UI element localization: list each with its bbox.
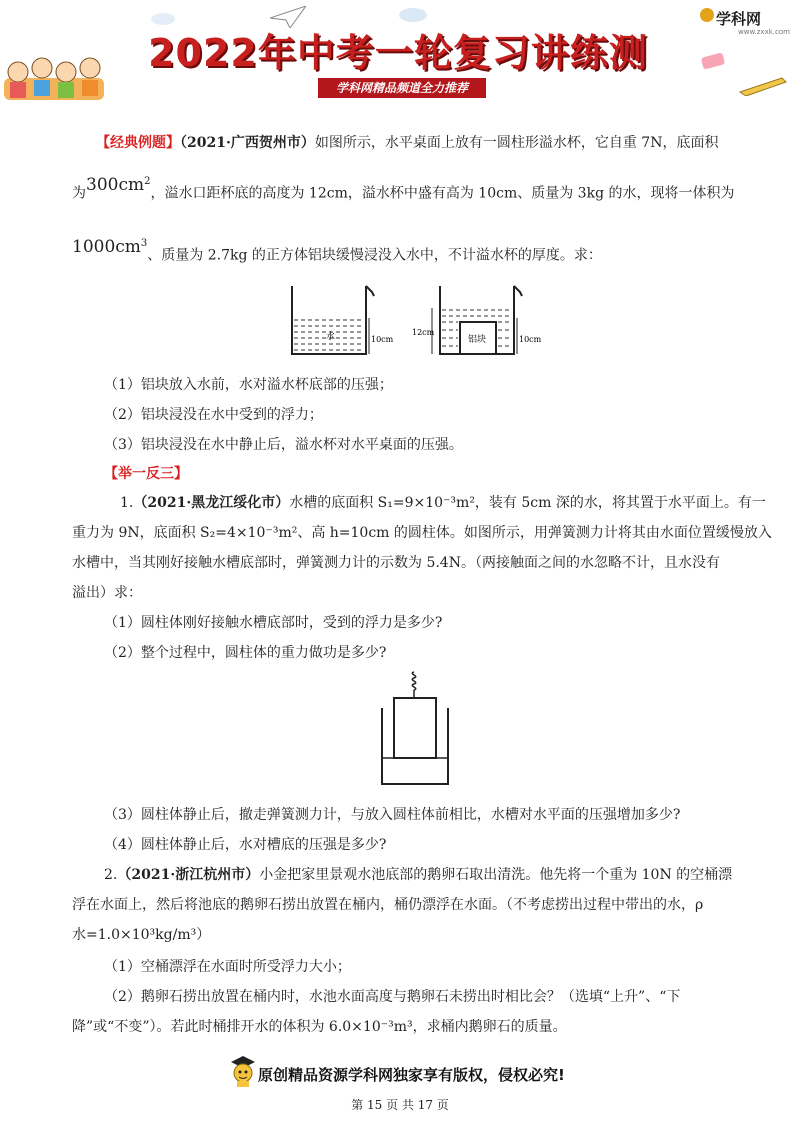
problem-1-question-3: （3）圆柱体静止后，撤走弹簧测力计，与放入圆柱体前相比，水槽对水平面的压强增加多少?: [104, 807, 681, 823]
example-text-1: 如图所示，水平桌面上放有一圆柱形溢水杯，它自重 7N，底面积: [314, 135, 719, 151]
problem-1-number: 1.: [120, 495, 134, 511]
problem-1-line-4: 溢出）求：: [72, 585, 142, 601]
pencil-icon: [738, 74, 788, 96]
example-line-2: 为$300cm^2$，溢水口距杯底的高度为 12cm，溢水杯中盛有高为 10cm、质量为 3kg 的水，现将一体积为: [72, 174, 735, 202]
page-subtitle: 学科网精品频道全力推荐: [318, 78, 486, 98]
problem-1-question-1: （1）圆柱体刚好接触水槽底部时，受到的浮力是多少?: [104, 615, 443, 631]
example-source: （2021·广西贺州市）: [180, 135, 315, 151]
aluminum-block-label: 铝块: [468, 335, 487, 345]
problem-2-line-3: 水=1.0×10³kg/m³）: [72, 927, 211, 943]
site-url: www.zxxk.com: [738, 28, 790, 36]
problem-2-number: 2.: [104, 867, 118, 883]
height-label-10cm-after: 10cm: [519, 335, 542, 344]
page-number: 第 15 页 共 17 页: [351, 1098, 449, 1112]
example-line-3: $1000cm^3$、质量为 2.7kg 的正方体铝块缓慢浸没入水中，不计溢水杯的厚度。求：: [72, 236, 602, 264]
eraser-icon: [700, 52, 726, 70]
example-text-2: ，溢水口距杯底的高度为 12cm，溢水杯中盛有高为 10cm、质量为 3kg 的水，现将一体积为: [150, 185, 735, 202]
cloud-icon: [398, 4, 428, 22]
example-text-3: 、质量为 2.7kg 的正方体铝块缓慢浸没入水中，不计溢水杯的厚度。求：: [147, 247, 602, 264]
example-question-3: （3）铝块浸没在水中静止后，溢水杯对水平桌面的压强。: [104, 437, 463, 453]
copyright-notice: 原创精品资源学科网独家享有版权，侵权必究!: [258, 1066, 565, 1084]
problem-1-source: （2021·黑龙江绥化市）: [133, 495, 290, 511]
problem-2-question-2: （2）鹅卵石捞出放置在桶内时，水池水面高度与鹅卵石未捞出时相比会？（选填“上升”、“下: [104, 989, 681, 1005]
volume-value: 1000cm: [72, 236, 141, 257]
practice-tag: 【举一反三】: [104, 466, 188, 482]
header-banner: [0, 0, 800, 112]
height-label-10cm: 10cm: [371, 335, 394, 344]
area-value: 300cm: [86, 174, 145, 195]
problem-1-line-1: 1.（2021·黑龙江绥化市）水槽的底面积 S₁=9×10⁻³m²，装有 5cm 深的水，将其置于水平面上。有一: [120, 495, 766, 511]
example-question-1: （1）铝块放入水前，水对溢水杯底部的压强；: [104, 377, 393, 393]
example-tag: 【经典例题】: [96, 135, 180, 151]
problem-2-question-1: （1）空桶漂浮在水面时所受浮力大小；: [104, 959, 351, 975]
water-label: 水: [326, 332, 336, 342]
problem-2-source: （2021·浙江杭州市）: [117, 867, 260, 883]
mascot-icon: [228, 1054, 258, 1088]
problem-1-question-4: （4）圆柱体静止后，水对槽底的压强是多少?: [104, 837, 387, 853]
logo-icon: [700, 8, 714, 22]
overflow-cup-figure-before: [282, 280, 400, 364]
page-title: 2022年中考一轮复习讲练测: [148, 31, 648, 75]
problem-2-line-1: 2.（2021·浙江杭州市）小金把家里景观水池底部的鹅卵石取出清洗。他先将一个重为 10N 的空桶漂: [104, 867, 733, 883]
water-tank-cylinder-figure: [372, 668, 462, 792]
height-label-12cm: 12cm: [412, 328, 435, 337]
problem-1-line-2: 重力为 9N，底面积 S₂=4×10⁻³m²、高 h=10cm 的圆柱体。如图所示，用弹簧测力计将其由水面位置缓慢放入: [72, 525, 772, 541]
example-question-2: （2）铝块浸没在水中受到的浮力；: [104, 407, 323, 423]
problem-1-question-2: （2）整个过程中，圆柱体的重力做功是多少?: [104, 645, 387, 661]
kids-illustration: [0, 50, 110, 105]
overflow-cup-figure-after: [412, 280, 548, 364]
problem-1-line-3: 水槽中，当其刚好接触水槽底部时，弹簧测力计的示数为 5.4N。（两接触面之间的水忽略不计，且水没有: [72, 555, 720, 571]
site-logo: 学科网: [716, 10, 762, 28]
problem-2-question-2-cont: 降”或“不变”）。若此时桶排开水的体积为 6.0×10⁻³m³，求桶内鹅卵石的质量。: [72, 1019, 567, 1035]
example-line-1: [96, 133, 718, 153]
problem-2-line-2: 浮在水面上，然后将池底的鹅卵石捞出放置在桶内，桶仍漂浮在水面。（不考虑捞出过程中带出的水，ρ: [72, 897, 704, 913]
